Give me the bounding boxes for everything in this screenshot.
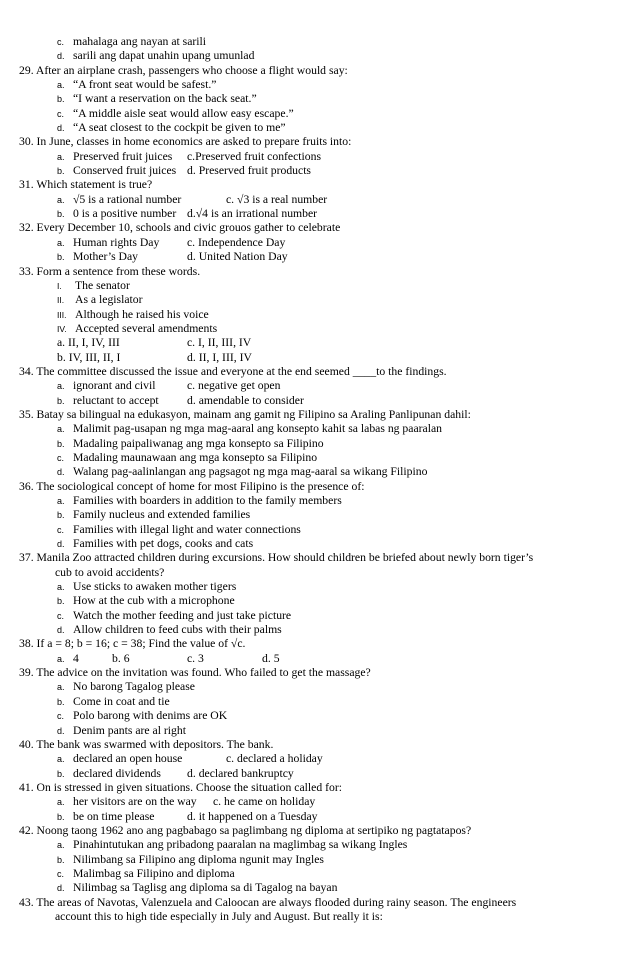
q43-stem: 43. The areas of Navotas, Valenzuela and Caloocan are always flooded during rainy season. The engineers <box>19 895 517 909</box>
q34-options-bd <box>0 394 638 408</box>
option-text: Nilimbang sa Filipino ang diploma ngunit may Ingles <box>73 852 324 866</box>
option-label: d. <box>57 123 65 134</box>
option-text: be on time please <box>73 809 155 823</box>
q37-option-c <box>0 609 638 623</box>
option-text: Polo barong with denims are OK <box>73 709 228 723</box>
option-text: Madaling maunawaan ang mga konsepto sa Filipino <box>73 450 318 464</box>
item-text: Although he raised his voice <box>75 307 209 321</box>
q36-stem: 36. The sociological concept of home for most Filipino is the presence of: <box>19 479 365 493</box>
q42-option-a <box>0 838 638 852</box>
q31-stem: 31. Which statement is true? <box>19 178 153 192</box>
option-text: Mother’s Day <box>73 250 139 264</box>
option-label: b. <box>57 596 65 607</box>
q34-options-ac <box>0 379 638 393</box>
q42-option-b <box>0 853 638 867</box>
option-text: Use sticks to awaken mother tigers <box>73 580 237 594</box>
q33-item-1 <box>0 279 638 293</box>
option-text: How at the cub with a microphone <box>73 594 235 608</box>
option-text: Allow children to feed cubs with their palms <box>73 623 282 637</box>
option-label: a. <box>57 151 65 162</box>
q36-option-a <box>0 494 638 508</box>
q40-options-bd <box>0 767 638 781</box>
q31-options-ac <box>0 193 638 207</box>
option-label: a. <box>57 653 65 664</box>
option-label: b. <box>57 94 65 105</box>
option-text: Families with pet dogs, cooks and cats <box>73 537 254 551</box>
option-text: Madaling paipaliwanag ang mga konsepto sa Filipino <box>73 436 324 450</box>
option-text: “A seat closest to the cockpit be given to me” <box>73 121 286 135</box>
q42-stem: 42. Noong taong 1962 ano ang pagbabago sa paglimbang ng diploma at sertipiko ng pagtatapos? <box>19 823 472 837</box>
q33-item-3 <box>0 308 638 322</box>
option-text: Nilimbag sa Taglisg ang diploma sa di Tagalog na bayan <box>73 881 338 895</box>
option-text: reluctant to accept <box>73 393 159 407</box>
q33-options-ac <box>0 336 638 350</box>
option-text: Pinahintutukan ang pribadong paaralan na maglimbag sa wikang Ingles <box>73 838 408 852</box>
option-text: “A front seat would be safest.” <box>73 78 217 92</box>
q29-stem: 29. After an airplane crash, passengers who choose a flight would say: <box>19 63 348 77</box>
option-label: a. <box>57 754 65 765</box>
q36-option-d <box>0 537 638 551</box>
option-text: mahalaga ang nayan at sarili <box>73 35 207 48</box>
q30-options-ac <box>0 150 638 164</box>
q41-options-ac <box>0 795 638 809</box>
option-text: d. 5 <box>262 651 280 665</box>
option-text: declared dividends <box>73 766 161 780</box>
option-label: b. <box>57 395 65 406</box>
item-text: The senator <box>75 278 130 292</box>
q32-options-bd <box>0 250 638 264</box>
q39-option-b <box>0 695 638 709</box>
option-label: b. <box>57 166 65 177</box>
roman-label: III. <box>57 309 67 320</box>
q33-item-4 <box>0 322 638 336</box>
roman-label: IV. <box>57 323 67 334</box>
option-label: c. <box>57 868 65 879</box>
option-text: Malimbag sa Filipino and diploma <box>73 866 235 880</box>
option-text: “I want a reservation on the back seat.” <box>73 92 257 106</box>
option-text: c. I, II, III, IV <box>187 336 252 350</box>
q39-option-d <box>0 724 638 738</box>
option-text: c. Independence Day <box>187 235 286 249</box>
option-text: Come in coat and tie <box>73 694 170 708</box>
q35-option-a <box>0 422 638 436</box>
option-label: a. <box>57 80 65 91</box>
option-text: Preserved fruit juices <box>73 149 173 163</box>
item-text: Accepted several amendments <box>75 321 218 335</box>
option-label: c. <box>57 452 65 463</box>
q30-stem: 30. In June, classes in home economics are asked to prepare fruits into: <box>19 135 352 149</box>
option-text: Families with boarders in addition to the family members <box>73 494 342 507</box>
option-label: a. <box>57 194 65 205</box>
q41-stem: 41. On is stressed in given situations. Choose the situation called for: <box>19 780 342 794</box>
option-label: b. <box>57 252 65 263</box>
option-label: c. <box>57 37 65 47</box>
option-text: b. IV, III, II, I <box>57 350 121 364</box>
q43-stem-cont: account this to high tide especially in July and August. But really it is: <box>55 909 383 923</box>
option-text: c. √3 is a real number <box>226 192 328 206</box>
option-label: d. <box>57 725 65 736</box>
option-text: sarili ang dapat unahin upang umunlad <box>73 49 255 63</box>
option-text: Human rights Day <box>73 235 160 249</box>
option-text: c. declared a holiday <box>226 752 323 766</box>
option-label: a. <box>57 797 65 808</box>
item-text: As a legislator <box>75 293 143 307</box>
q31-options-bd <box>0 207 638 221</box>
q29-option-b <box>0 92 638 106</box>
q36-option-c <box>0 523 638 537</box>
option-label: b. <box>57 854 65 865</box>
q37-stem: 37. Manila Zoo attracted children during excursions. How should children be briefed about newly born tiger’s <box>19 551 534 565</box>
q39-option-a <box>0 680 638 694</box>
option-text: √5 is a rational number <box>73 192 182 206</box>
option-text: c.Preserved fruit confections <box>187 149 322 163</box>
q29-option-a <box>0 78 638 92</box>
q36-option-b <box>0 508 638 522</box>
roman-label: II. <box>57 295 65 306</box>
option-text: c. 3 <box>187 651 204 665</box>
option-label: c. <box>57 610 65 621</box>
q40-options-ac <box>0 752 638 766</box>
q40-stem: 40. The bank was swarmed with depositors. The bank. <box>19 737 274 751</box>
option-text: Denim pants are al right <box>73 723 186 737</box>
option-label: b. <box>57 768 65 779</box>
q39-option-c <box>0 709 638 723</box>
option-text: c. he came on holiday <box>213 795 316 809</box>
option-label: d. <box>57 467 65 478</box>
option-text: d. II, I, III, IV <box>187 350 252 364</box>
q37-option-a <box>0 580 638 594</box>
option-text: d. amendable to consider <box>187 393 304 407</box>
option-label: b. <box>57 438 65 449</box>
q33-stem: 33. Form a sentence from these words. <box>19 264 201 278</box>
q33-options-bd <box>0 351 638 365</box>
q29-option-c <box>0 107 638 121</box>
option-text: Malimit pag-usapan ng mga mag-aaral ang konsepto kahit sa labas ng paaralan <box>73 422 443 436</box>
q42-option-d <box>0 881 638 895</box>
option-label: b. <box>57 696 65 707</box>
option-label: d. <box>57 625 65 636</box>
q28-option-d <box>0 49 638 63</box>
option-label: a. <box>57 237 65 248</box>
option-text: c. negative get open <box>187 379 281 393</box>
option-text: d.√4 is an irrational number <box>187 207 318 221</box>
option-label: c. <box>57 524 65 535</box>
option-label: a. <box>57 682 65 693</box>
option-text: d. declared bankruptcy <box>187 766 294 780</box>
option-text: b. 6 <box>112 651 130 665</box>
option-text: ignorant and civil <box>73 379 156 393</box>
option-text: Family nucleus and extended families <box>73 508 251 522</box>
q41-options-bd <box>0 810 638 824</box>
q30-options-bd <box>0 164 638 178</box>
option-text: d. Preserved fruit products <box>187 164 311 178</box>
q35-option-b <box>0 437 638 451</box>
option-label: a. <box>57 496 65 506</box>
q39-stem: 39. The advice on the invitation was found. Who failed to get the massage? <box>19 666 371 680</box>
option-text: a. II, I, IV, III <box>57 336 120 350</box>
option-text: “A middle aisle seat would allow easy escape.” <box>73 106 294 120</box>
q37-stem-cont: cub to avoid accidents? <box>55 565 165 579</box>
option-label: b. <box>57 209 65 220</box>
option-text: Watch the mother feeding and just take picture <box>73 608 292 622</box>
option-label: d. <box>57 539 65 550</box>
option-label: d. <box>57 883 65 894</box>
option-text: Conserved fruit juices <box>73 164 177 178</box>
q32-stem: 32. Every December 10, schools and civic grouos gather to celebrate <box>19 221 341 235</box>
option-label: b. <box>57 510 65 521</box>
q38-options <box>0 652 638 666</box>
option-label: b. <box>57 811 65 822</box>
option-text: d. United Nation Day <box>187 250 288 264</box>
q35-stem: 35. Batay sa bilingual na edukasyon, mainam ang gamit ng Filipino sa Araling Panlipunan dahil: <box>19 407 471 421</box>
q33-item-2 <box>0 293 638 307</box>
option-text: 0 is a positive number <box>73 207 177 221</box>
exam-page <box>0 35 638 924</box>
option-text: her visitors are on the way <box>73 795 197 809</box>
option-label: d. <box>57 51 65 62</box>
q42-option-c <box>0 867 638 881</box>
q29-option-d <box>0 121 638 135</box>
q37-option-d <box>0 623 638 637</box>
option-label: c. <box>57 711 65 722</box>
q37-option-b <box>0 594 638 608</box>
q28-option-c <box>0 35 638 49</box>
option-label: a. <box>57 424 65 435</box>
option-label: a. <box>57 582 65 593</box>
option-label: a. <box>57 840 65 851</box>
option-label: a. <box>57 381 65 392</box>
option-text: Walang pag-aalinlangan ang pagsagot ng mga mag-aaral sa wikang Filipino <box>73 465 428 479</box>
q35-option-c <box>0 451 638 465</box>
option-text: declared an open house <box>73 752 183 766</box>
option-text: d. it happened on a Tuesday <box>187 809 318 823</box>
option-text: 4 <box>73 651 79 665</box>
q34-stem: 34. The committee discussed the issue and everyone at the end seemed ____to the findings. <box>19 364 447 378</box>
q35-option-d <box>0 465 638 479</box>
roman-label: I. <box>57 280 62 291</box>
q38-stem: 38. If a = 8; b = 16; c = 38; Find the value of √c. <box>19 637 246 651</box>
option-label: c. <box>57 108 65 119</box>
q32-options-ac <box>0 236 638 250</box>
option-text: No barong Tagalog please <box>73 680 195 694</box>
option-text: Families with illegal light and water connections <box>73 522 301 536</box>
